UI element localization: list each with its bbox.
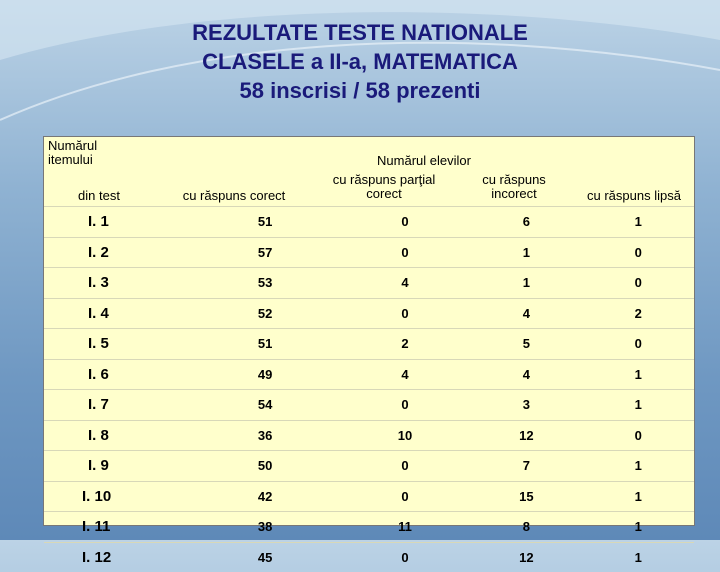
cell-correct: 45 <box>191 542 340 572</box>
header-incorrect-1: cu răspuns <box>482 172 546 187</box>
cell-missing: 1 <box>582 390 694 421</box>
table-row <box>44 298 694 329</box>
cell-item: I. 10 <box>44 481 191 512</box>
table-row <box>44 237 694 268</box>
cell-item: I. 2 <box>44 237 191 268</box>
cell-incorrect: 1 <box>470 237 582 268</box>
cell-correct: 57 <box>191 237 340 268</box>
cell-missing: 0 <box>582 237 694 268</box>
cell-incorrect: 15 <box>470 481 582 512</box>
cell-item: I. 11 <box>44 512 191 543</box>
cell-correct: 51 <box>191 329 340 360</box>
cell-missing: 0 <box>582 420 694 451</box>
table-row <box>44 512 694 543</box>
cell-partial: 0 <box>340 207 471 238</box>
cell-incorrect: 4 <box>470 359 582 390</box>
cell-item: I. 1 <box>44 207 191 238</box>
cell-incorrect: 4 <box>470 298 582 329</box>
title-line-3: 58 inscrisi / 58 prezenti <box>239 78 481 103</box>
cell-item: I. 5 <box>44 329 191 360</box>
cell-item: I. 6 <box>44 359 191 390</box>
cell-missing: 0 <box>582 268 694 299</box>
cell-item: I. 8 <box>44 420 191 451</box>
cell-missing: 1 <box>582 359 694 390</box>
header-incorrect-2: incorect <box>491 186 537 201</box>
header-item-sub: din test <box>78 188 120 203</box>
cell-partial: 0 <box>340 542 471 572</box>
cell-incorrect: 6 <box>470 207 582 238</box>
cell-partial: 10 <box>340 420 471 451</box>
cell-partial: 4 <box>340 268 471 299</box>
table-row <box>44 329 694 360</box>
cell-missing: 1 <box>582 451 694 482</box>
table-row <box>44 268 694 299</box>
cell-incorrect: 12 <box>470 542 582 572</box>
cell-partial: 0 <box>340 451 471 482</box>
cell-partial: 0 <box>340 298 471 329</box>
title-line-1: REZULTATE TESTE NATIONALE <box>192 20 528 45</box>
results-table-panel <box>43 136 695 566</box>
table-row <box>44 481 694 512</box>
cell-partial: 0 <box>340 237 471 268</box>
cell-correct: 52 <box>191 298 340 329</box>
results-table <box>44 206 694 572</box>
cell-correct: 51 <box>191 207 340 238</box>
cell-missing: 1 <box>582 542 694 572</box>
cell-correct: 53 <box>191 268 340 299</box>
table-row <box>44 207 694 238</box>
cell-correct: 36 <box>191 420 340 451</box>
table-row <box>44 420 694 451</box>
slide-title <box>60 18 660 105</box>
cell-partial: 0 <box>340 481 471 512</box>
title-line-2: CLASELE a II-a, MATEMATICA <box>202 49 518 74</box>
cell-item: I. 4 <box>44 298 191 329</box>
cell-item: I. 3 <box>44 268 191 299</box>
header-item-label <box>48 139 97 167</box>
cell-correct: 50 <box>191 451 340 482</box>
cell-incorrect: 8 <box>470 512 582 543</box>
table-row <box>44 542 694 572</box>
header-incorrect <box>454 173 574 201</box>
cell-incorrect: 5 <box>470 329 582 360</box>
table-row <box>44 359 694 390</box>
header-missing: cu răspuns lipsă <box>587 188 681 203</box>
cell-missing: 1 <box>582 207 694 238</box>
cell-partial: 4 <box>340 359 471 390</box>
table-row <box>44 390 694 421</box>
cell-correct: 42 <box>191 481 340 512</box>
cell-incorrect: 1 <box>470 268 582 299</box>
header-partial-1: cu răspuns parţial <box>332 172 436 187</box>
header-partial-2: corect <box>366 186 402 201</box>
cell-item: I. 12 <box>44 542 191 572</box>
cell-incorrect: 7 <box>470 451 582 482</box>
header-correct: cu răspuns corect <box>182 188 286 203</box>
header-students-group: Numărul elevilor <box>377 153 471 168</box>
cell-missing: 0 <box>582 329 694 360</box>
cell-item: I. 9 <box>44 451 191 482</box>
cell-correct: 54 <box>191 390 340 421</box>
cell-partial: 11 <box>340 512 471 543</box>
header-partial <box>309 173 459 201</box>
cell-missing: 2 <box>582 298 694 329</box>
header-item-label-2: itemului <box>48 152 93 167</box>
cell-incorrect: 3 <box>470 390 582 421</box>
table-row <box>44 451 694 482</box>
cell-missing: 1 <box>582 512 694 543</box>
cell-partial: 2 <box>340 329 471 360</box>
cell-partial: 0 <box>340 390 471 421</box>
cell-correct: 49 <box>191 359 340 390</box>
cell-missing: 1 <box>582 481 694 512</box>
header-item-label-1: Numărul <box>48 138 98 153</box>
cell-correct: 38 <box>191 512 340 543</box>
cell-item: I. 7 <box>44 390 191 421</box>
cell-incorrect: 12 <box>470 420 582 451</box>
